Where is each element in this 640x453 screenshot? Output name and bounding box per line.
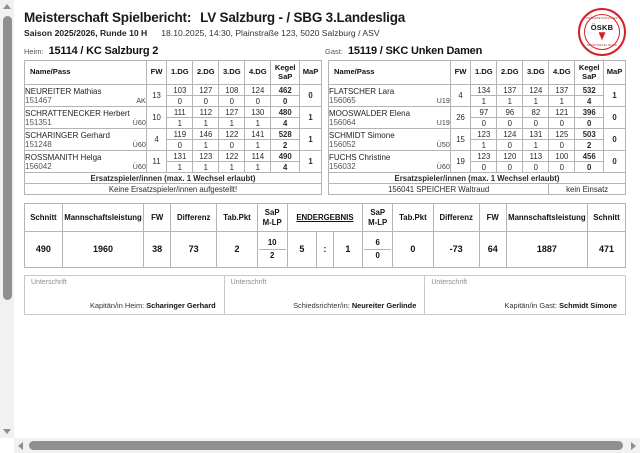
result-col-guest-differenz: Differenz [433, 204, 479, 232]
table-row [25, 85, 322, 96]
match-report-page [14, 0, 640, 438]
player-kegel-dg3: 131 [523, 129, 549, 140]
player-sap-dg4: 1 [245, 162, 271, 173]
signature-section [24, 275, 626, 315]
player-kegel-dg1: 103 [167, 85, 193, 96]
player-sap-dg2: 1 [193, 140, 219, 151]
player-sap-dg4: 0 [549, 162, 575, 173]
player-name-pass-cell [329, 107, 451, 129]
col-sap-label: SaP [278, 71, 293, 81]
player-pass: 151351 [25, 117, 52, 127]
logo-arc-bottom: SPORTKEGEL BUND [586, 44, 617, 47]
home-schnitt-value: 490 [25, 232, 63, 267]
player-kegel-dg4: 125 [549, 129, 575, 140]
result-header-row [25, 204, 626, 232]
scroll-up-arrow-icon[interactable] [0, 0, 14, 13]
guest-sap-value: 6 [364, 237, 391, 250]
result-col-guest-fw: FW [479, 204, 506, 232]
result-value-row [25, 232, 626, 267]
result-col-home-mlp: M-LP [262, 217, 282, 227]
player-sap-dg3: 1 [219, 162, 245, 173]
player-name: SCHARINGER Gerhard [25, 130, 110, 140]
scroll-left-arrow-icon[interactable] [14, 438, 28, 453]
player-pass: 156065 [329, 95, 356, 105]
player-total-sap: 4 [271, 118, 300, 129]
player-kegel-dg3: 113 [523, 151, 549, 162]
logo-text: ÖSKB [590, 22, 614, 32]
player-sap-dg1: 1 [167, 118, 193, 129]
guest-team-label: Gast: [325, 47, 343, 56]
player-sap-dg2: 0 [193, 96, 219, 107]
player-total-sap: 4 [271, 162, 300, 173]
player-kegel-dg1: 97 [471, 107, 497, 118]
home-table-header-row [25, 61, 322, 85]
col-kegel-sap [575, 61, 604, 85]
guest-sap-mlp-value [363, 232, 393, 267]
guest-substitutes [329, 173, 626, 195]
home-mannschaftsleistung-value: 1960 [62, 232, 143, 267]
player-sap-dg4: 0 [549, 140, 575, 151]
player-kegel-dg4: 141 [245, 129, 271, 140]
guest-schnitt-value: 471 [587, 232, 625, 267]
guest-sub-player: 156041 SPEICHER Waltraud [329, 184, 549, 195]
player-map: 1 [604, 85, 626, 107]
report-header [14, 0, 640, 47]
datetime-venue: 18.10.2025, 14:30, Plainstraße 123, 5020 Salzburg / ASV [161, 28, 380, 38]
player-class: U19 [436, 117, 450, 127]
home-mlp-value: 2 [269, 250, 275, 260]
guest-differenz-value: -73 [433, 232, 479, 267]
player-kegel-dg3: 82 [523, 107, 549, 118]
col-map: MaP [604, 61, 626, 85]
player-sap-dg1: 1 [167, 162, 193, 173]
player-kegel-dg4: 114 [245, 151, 271, 162]
player-pass: 151467 [25, 95, 52, 105]
player-sap-dg4: 1 [245, 140, 271, 151]
player-total-kegel: 456 [575, 151, 604, 162]
player-kegel-dg2: 96 [497, 107, 523, 118]
oskb-logo-icon [578, 8, 626, 56]
guest-sub-status: kein Einsatz [549, 184, 626, 195]
player-kegel-dg1: 111 [167, 107, 193, 118]
player-name: NEUREITER Mathias [25, 86, 102, 96]
col-dg4: 4.DG [549, 61, 575, 85]
player-kegel-dg1: 119 [167, 129, 193, 140]
player-sap-dg3: 1 [523, 140, 549, 151]
player-pass: 151248 [25, 139, 52, 149]
scroll-right-arrow-icon[interactable] [626, 438, 640, 453]
table-row [329, 85, 626, 96]
home-fw-value: 38 [144, 232, 171, 267]
player-total-sap: 2 [575, 140, 604, 151]
player-map: 1 [300, 129, 322, 151]
player-total-kegel: 396 [575, 107, 604, 118]
guest-captain-person: Schmidt Simone [559, 300, 617, 310]
col-kegel-label: Kegel [578, 63, 600, 72]
table-row [329, 107, 626, 118]
player-name: SCHMIDT Simone [329, 130, 395, 140]
home-sap-mlp-value [257, 232, 287, 267]
title-match: LV Salzburg - / SBG 3.Landesliga [200, 10, 406, 25]
col-dg1: 1.DG [167, 61, 193, 85]
result-col-home-sap: SaP [264, 208, 280, 218]
home-team-label: Heim: [24, 47, 44, 56]
col-name-pass: Name/Pass [329, 61, 451, 85]
player-sap-dg3: 0 [523, 118, 549, 129]
result-col-home-mannschaftsleistung: Mannschaftsleistung [62, 204, 143, 232]
player-kegel-dg4: 137 [549, 85, 575, 96]
horizontal-scrollbar-thumb[interactable] [29, 441, 623, 450]
player-kegel-dg3: 127 [219, 107, 245, 118]
signature-home-captain[interactable] [24, 275, 225, 315]
player-sap-dg1: 0 [167, 140, 193, 151]
player-kegel-dg2: 146 [193, 129, 219, 140]
guest-table-header-row [329, 61, 626, 85]
player-sap-dg4: 1 [245, 118, 271, 129]
player-map: 0 [604, 107, 626, 129]
home-player-table [24, 60, 322, 195]
player-class: Ü60 [132, 139, 146, 149]
player-sap-dg3: 0 [219, 140, 245, 151]
home-sub-header-row [25, 173, 322, 184]
player-sap-dg3: 0 [523, 162, 549, 173]
player-total-sap: 4 [575, 96, 604, 107]
guest-tabpkt-value: 0 [393, 232, 434, 267]
result-col-home-sap-mlp [257, 204, 287, 232]
endergebnis-label: ENDERGEBNIS [296, 213, 354, 223]
home-captain-person: Scharinger Gerhard [146, 300, 216, 310]
player-kegel-dg2: 123 [193, 151, 219, 162]
col-dg4: 4.DG [245, 61, 271, 85]
table-row [25, 107, 322, 118]
player-name-pass-cell [25, 85, 147, 107]
home-sub-note: Keine Ersatzspieler/innen aufgestellt! [25, 184, 322, 195]
player-kegel-dg3: 108 [219, 85, 245, 96]
col-dg2: 2.DG [193, 61, 219, 85]
player-kegel-dg1: 123 [471, 151, 497, 162]
player-kegel-dg3: 122 [219, 129, 245, 140]
player-name: ROSSMANITH Helga [25, 152, 102, 162]
result-col-guest-mannschaftsleistung: Mannschaftsleistung [506, 204, 587, 232]
player-total-kegel: 528 [271, 129, 300, 140]
teams-row [24, 45, 640, 57]
horizontal-scrollbar[interactable] [14, 438, 640, 453]
player-total-sap: 0 [575, 118, 604, 129]
col-fw: FW [146, 61, 167, 85]
player-sap-dg2: 1 [193, 162, 219, 173]
player-pass: 156042 [25, 161, 52, 171]
guest-team [325, 45, 626, 57]
logo-arc-top: ÖSTERREICHISCHER [586, 17, 618, 20]
player-total-kegel: 532 [575, 85, 604, 96]
player-name-pass-cell [329, 151, 451, 173]
player-kegel-dg4: 121 [549, 107, 575, 118]
result-table [24, 203, 626, 267]
player-class: Ü60 [132, 117, 146, 127]
table-row [329, 129, 626, 140]
col-kegel-sap [271, 61, 300, 85]
player-total-kegel: 462 [271, 85, 300, 96]
player-name: FUCHS Christine [329, 152, 391, 162]
player-total-kegel: 503 [575, 129, 604, 140]
result-col-guest-sap-mlp [363, 204, 393, 232]
player-name-pass-cell [25, 151, 147, 173]
page-title [24, 10, 640, 25]
player-name-pass-cell [329, 129, 451, 151]
col-map: MaP [300, 61, 322, 85]
player-class: Ü60 [436, 161, 450, 171]
player-map: 0 [604, 151, 626, 173]
home-sap-value: 10 [259, 237, 286, 250]
title-prefix: Meisterschaft Spielbericht: [24, 10, 192, 25]
player-name: MOOSWALDER Elena [329, 108, 411, 118]
home-captain-name [90, 301, 216, 310]
player-total-kegel: 490 [271, 151, 300, 162]
home-captain-role: Kapitän/in Heim: [89, 300, 145, 310]
player-kegel-dg1: 131 [167, 151, 193, 162]
player-sap-dg2: 1 [193, 118, 219, 129]
home-sub-body-row [25, 184, 322, 195]
table-row [25, 151, 322, 162]
scroll-down-arrow-icon[interactable] [0, 425, 14, 438]
col-dg1: 1.DG [471, 61, 497, 85]
player-name: SCHRATTENECKER Herbert [25, 108, 130, 118]
logo-inner-ring [584, 14, 620, 50]
guest-fw-value: 64 [479, 232, 506, 267]
guest-player-table [328, 60, 626, 195]
vertical-scrollbar[interactable] [0, 0, 14, 438]
player-tables [24, 60, 626, 195]
player-fw: 15 [450, 129, 471, 151]
player-sap-dg2: 0 [497, 162, 523, 173]
col-name-pass: Name/Pass [25, 61, 147, 85]
result-col-home-schnitt: Schnitt [25, 204, 63, 232]
player-sap-dg1: 1 [471, 96, 497, 107]
player-class: Ü60 [132, 161, 146, 171]
guest-mlp-value: 0 [375, 250, 380, 260]
home-team [24, 45, 325, 57]
player-kegel-dg4: 130 [245, 107, 271, 118]
player-fw: 13 [146, 85, 167, 107]
result-col-endergebnis [287, 204, 363, 232]
score-separator: : [317, 232, 333, 267]
guest-captain-role: Kapitän/in Gast: [504, 300, 557, 310]
signature-guest-captain[interactable] [425, 275, 626, 315]
result-col-guest-sap: SaP [370, 208, 386, 218]
player-sap-dg2: 0 [497, 140, 523, 151]
player-pass: 156052 [329, 139, 356, 149]
col-sap-label: SaP [582, 71, 597, 81]
player-sap-dg2: 1 [497, 96, 523, 107]
player-map: 0 [604, 129, 626, 151]
player-sap-dg1: 0 [167, 96, 193, 107]
referee-role: Schiedsrichter/in: [293, 300, 350, 310]
col-dg3: 3.DG [523, 61, 549, 85]
col-kegel-label: Kegel [274, 63, 296, 72]
player-name-pass-cell [25, 107, 147, 129]
player-fw: 4 [146, 129, 167, 151]
player-kegel-dg3: 124 [523, 85, 549, 96]
player-name-pass-cell [329, 85, 451, 107]
guest-sub-header-row [329, 173, 626, 184]
player-kegel-dg2: 127 [193, 85, 219, 96]
table-row [329, 151, 626, 162]
player-total-kegel: 480 [271, 107, 300, 118]
home-team-name: 15114 / KC Salzburg 2 [48, 45, 159, 57]
player-sap-dg4: 0 [549, 118, 575, 129]
player-kegel-dg4: 100 [549, 151, 575, 162]
home-substitutes [25, 173, 322, 195]
player-fw: 19 [450, 151, 471, 173]
guest-sub-header: Ersatzspieler/innen (max. 1 Wechsel erlaubt) [329, 173, 626, 184]
player-pass: 156032 [329, 161, 356, 171]
result-col-guest-mlp: M-LP [368, 217, 388, 227]
player-sap-dg3: 1 [219, 118, 245, 129]
result-col-home-fw: FW [144, 204, 171, 232]
result-col-guest-tabpkt: Tab.Pkt [393, 204, 434, 232]
player-sap-dg2: 0 [497, 118, 523, 129]
player-map: 0 [300, 85, 322, 107]
player-sap-dg4: 1 [549, 96, 575, 107]
col-dg2: 2.DG [497, 61, 523, 85]
signature-label: Unterschrift [31, 278, 67, 286]
result-summary [24, 203, 626, 267]
player-class: U19 [436, 95, 450, 105]
referee-name [293, 301, 416, 310]
player-kegel-dg2: 137 [497, 85, 523, 96]
player-fw: 10 [146, 107, 167, 129]
guest-captain-name [504, 301, 617, 310]
home-tabpkt-value: 2 [217, 232, 258, 267]
guest-side [328, 60, 626, 195]
referee-person: Neureiter Gerlinde [351, 300, 417, 310]
player-class: AK [136, 95, 146, 105]
player-map: 1 [300, 151, 322, 173]
season-round: Saison 2025/2026, Runde 10 H [24, 28, 148, 38]
player-sap-dg4: 0 [245, 96, 271, 107]
result-col-guest-schnitt: Schnitt [587, 204, 625, 232]
signature-label: Unterschrift [431, 278, 468, 286]
player-fw: 26 [450, 107, 471, 129]
player-sap-dg1: 0 [471, 162, 497, 173]
guest-mannschaftsleistung-value: 1887 [506, 232, 587, 267]
home-sub-header: Ersatzspieler/innen (max. 1 Wechsel erlaubt) [25, 173, 322, 184]
player-sap-dg3: 0 [219, 96, 245, 107]
player-kegel-dg2: 124 [497, 129, 523, 140]
player-kegel-dg1: 123 [471, 129, 497, 140]
player-total-sap: 0 [271, 96, 300, 107]
player-class: Ü50 [436, 139, 450, 149]
result-col-home-tabpkt: Tab.Pkt [217, 204, 258, 232]
signature-label: Unterschrift [230, 278, 267, 286]
col-fw: FW [450, 61, 471, 85]
table-row [25, 129, 322, 140]
home-side [24, 60, 322, 195]
guest-sub-body-row [329, 184, 626, 195]
player-sap-dg1: 1 [471, 140, 497, 151]
player-total-sap: 2 [271, 140, 300, 151]
player-fw: 11 [146, 151, 167, 173]
player-name: FLATSCHER Lara [329, 86, 395, 96]
player-name-pass-cell [25, 129, 147, 151]
home-differenz-value: 73 [171, 232, 217, 267]
player-sap-dg3: 1 [523, 96, 549, 107]
player-kegel-dg2: 120 [497, 151, 523, 162]
player-total-sap: 0 [575, 162, 604, 173]
player-pass: 156064 [329, 117, 356, 127]
player-fw: 4 [450, 85, 471, 107]
player-kegel-dg1: 134 [471, 85, 497, 96]
guest-team-name: 15119 / SKC Unken Damen [347, 45, 483, 57]
player-sap-dg1: 0 [471, 118, 497, 129]
vertical-scrollbar-thumb[interactable] [3, 16, 12, 300]
logo-pin-shape [599, 32, 606, 40]
player-kegel-dg2: 112 [193, 107, 219, 118]
col-dg3: 3.DG [219, 61, 245, 85]
home-final-score: 5 [287, 232, 317, 267]
guest-final-score: 1 [333, 232, 363, 267]
player-kegel-dg3: 122 [219, 151, 245, 162]
report-meta [24, 28, 640, 38]
player-kegel-dg4: 124 [245, 85, 271, 96]
result-col-home-differenz: Differenz [171, 204, 217, 232]
signature-referee[interactable] [225, 275, 426, 315]
player-map: 1 [300, 107, 322, 129]
